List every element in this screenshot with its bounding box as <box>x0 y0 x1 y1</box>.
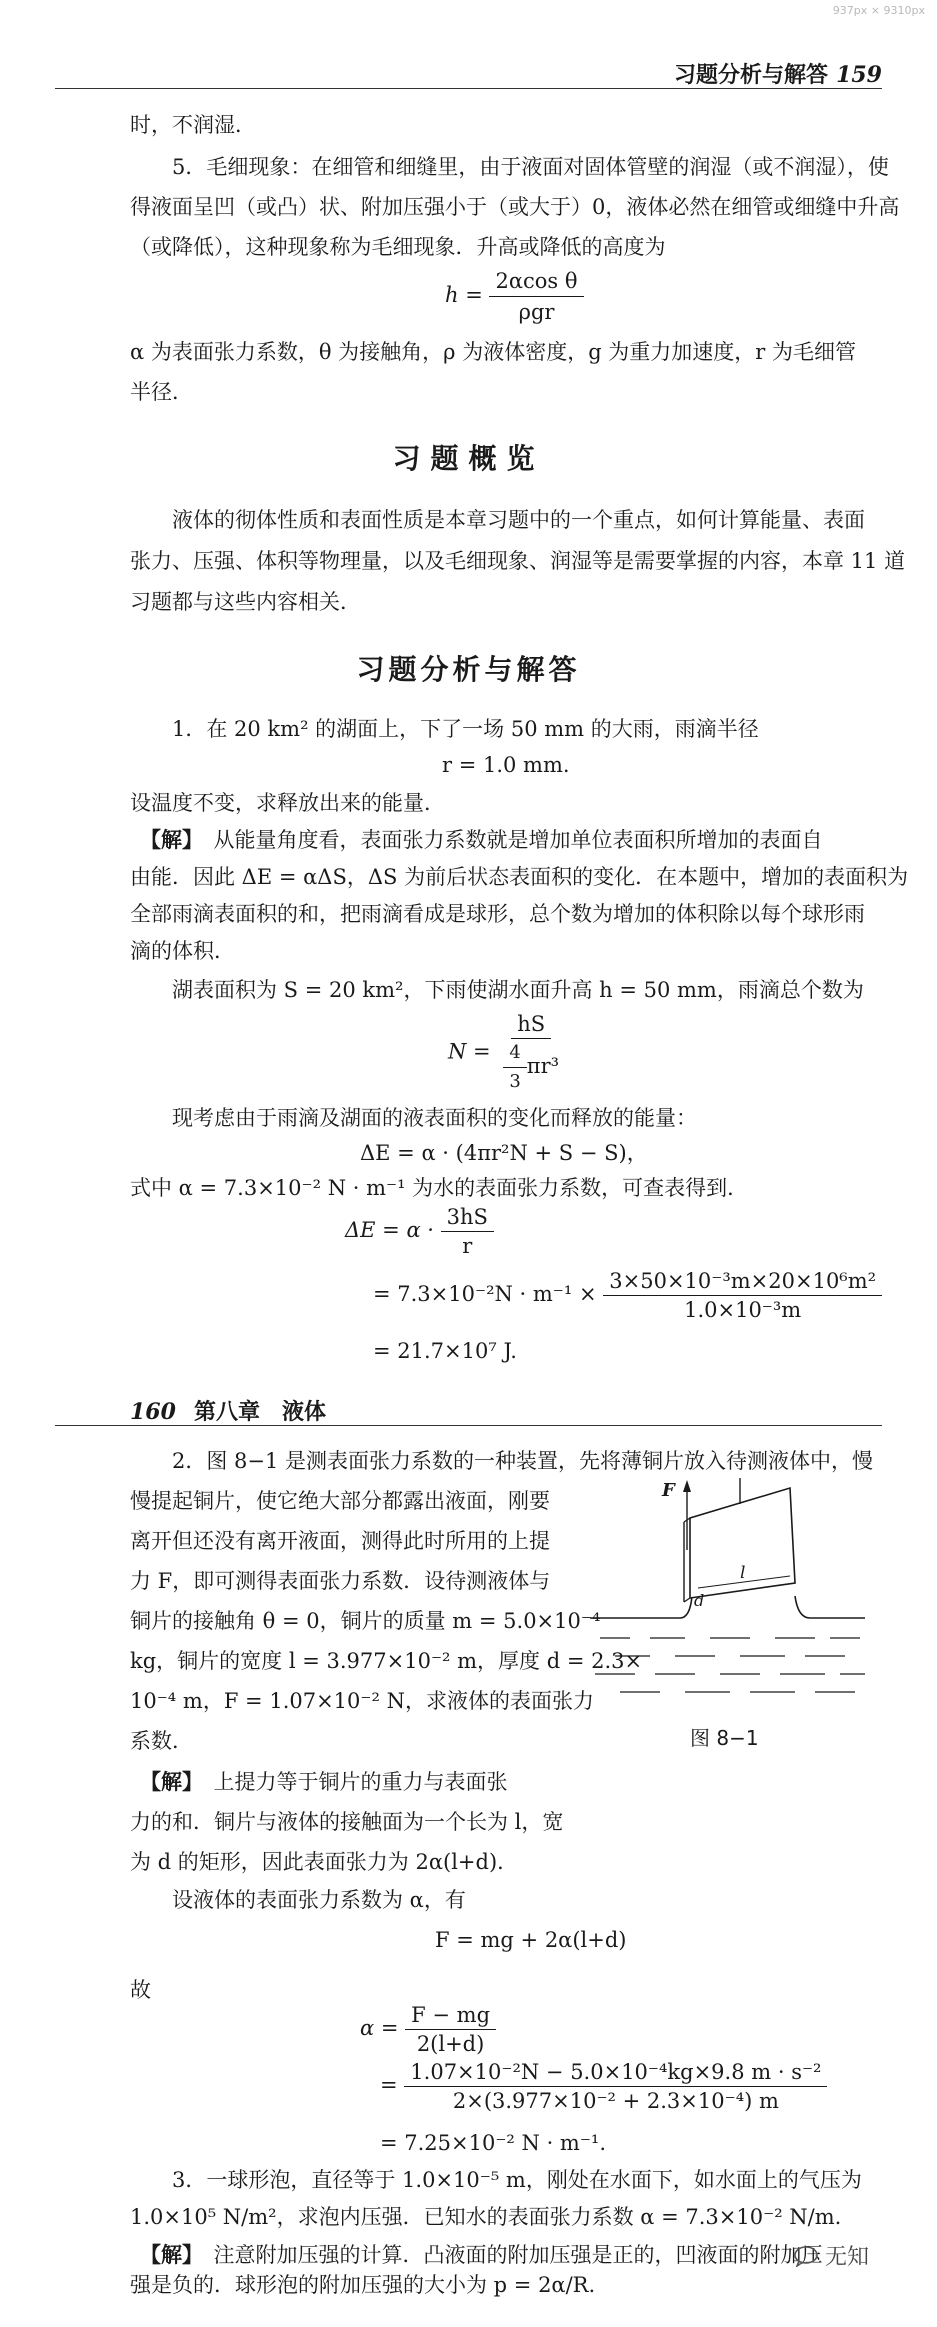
formula-dE2 <box>345 1205 494 1258</box>
chat-bubble-icon <box>793 2245 819 2267</box>
fraction <box>497 1012 565 1094</box>
text-line: 2．图 8−1 是测表面张力系数的一种装置，先将薄铜片放入待测液体中，慢 <box>172 1449 874 1473</box>
text-line: 慢提起铜片，使它绝大部分都露出液面，刚要 <box>130 1489 550 1513</box>
section-heading-overview: 习题概览 <box>392 442 545 475</box>
text-line: 式中 α = 7.3×10⁻² N · m⁻¹ 为水的表面张力系数，可查表得到． <box>130 1176 749 1200</box>
text-line <box>140 2240 823 2270</box>
formula-N <box>448 1012 565 1094</box>
formula-alpha-1 <box>360 2003 496 2056</box>
figure-8-1 <box>590 1478 870 1713</box>
force-label: F <box>662 1480 675 1501</box>
text-line: 时，不润湿． <box>130 113 256 137</box>
figure-caption: 图 8−1 <box>690 1726 759 1750</box>
watermark-logo <box>793 2240 869 2271</box>
solution-tag: 【解】 <box>140 827 193 852</box>
formula-lhs: α = <box>360 2016 399 2040</box>
text-line: 由能．因此 ΔE = αΔS，ΔS 为前后状态表面积的变化．在本题中，增加的表面积为 <box>130 865 909 889</box>
formula-alpha-2: = $\frac{\text{1.07×10⁻²N − 5.0×10⁻⁴kg×9.8 m · s⁻²}}{\text{2×(3.977×10⁻² + 2.3×10⁻⁴) m}}$ <box>380 2060 827 2113</box>
text-span: πr³ <box>526 1054 560 1078</box>
text-line: 离开但还没有离开液面，测得此时所用的上提 <box>130 1529 550 1553</box>
text-line: α 为表面张力系数，θ 为接触角，ρ 为液体密度，g 为重力加速度，r 为毛细管 <box>130 340 857 364</box>
text-line: 铜片的接触角 θ = 0，铜片的质量 m = 5.0×10⁻⁴ <box>130 1609 601 1633</box>
numerator: hS <box>511 1012 551 1039</box>
page-number: 160 <box>130 1399 176 1425</box>
formula-F: F = mg + 2α(l+d) <box>435 1928 627 1952</box>
solution-tag: 【解】 <box>140 1769 193 1794</box>
fraction <box>405 2003 496 2056</box>
numerator: 4 <box>503 1041 526 1068</box>
text-line <box>140 825 823 855</box>
text-line: （或降低），这种现象称为毛细现象．升高或降低的高度为 <box>130 235 666 259</box>
text-line: 1.0×10⁵ N/m²，求泡内压强．已知水的表面张力系数 α = 7.3×10⁻² N/m. <box>130 2205 842 2229</box>
fraction <box>603 1269 882 1322</box>
text-line: 现考虑由于雨滴及湖面的液表面积的变化而释放的能量： <box>172 1106 697 1130</box>
fraction <box>489 268 583 325</box>
text-line: 力 F，即可测得表面张力系数．设待测液体与 <box>130 1569 551 1593</box>
text-line: 3．一球形泡，直径等于 1.0×10⁻⁵ m，刚处在水面下，如水面上的气压为 <box>172 2168 862 2192</box>
numerator: 3hS <box>441 1205 494 1232</box>
denominator: 2(l+d) <box>416 2032 485 2056</box>
text-line: 半径． <box>130 380 193 404</box>
text-line <box>140 1767 508 1797</box>
width-label: l <box>740 1563 746 1583</box>
formula-dE3 <box>373 1269 882 1322</box>
text-line: 滴的体积． <box>130 939 235 963</box>
thickness-label: d <box>694 1591 705 1610</box>
header-title: 习题分析与解答 <box>674 62 829 88</box>
numerator: F − mg <box>405 2003 496 2030</box>
formula-h <box>445 268 584 325</box>
numerator: 1.07×10⁻²N − 5.0×10⁻⁴kg×9.8 m · s⁻² <box>404 2060 827 2087</box>
text-line: 习题都与这些内容相关． <box>130 590 361 614</box>
chapter-title: 第八章 液体 <box>193 1399 326 1425</box>
text-line: 液体的彻体性质和表面性质是本章习题中的一个重点，如何计算能量、表面 <box>172 508 865 532</box>
formula-dE4: = 21.7×10⁷ J. <box>373 1339 517 1363</box>
text-span: 从能量角度看，表面张力系数就是增加单位表面积所增加的表面自 <box>213 828 823 852</box>
page-number: 159 <box>836 62 882 88</box>
inner-fraction <box>503 1041 526 1094</box>
formula-lhs: N = <box>448 1039 491 1064</box>
formula-lhs: ΔE = α · <box>345 1218 434 1242</box>
text-span: 注意附加压强的计算．凸液面的附加压强是正的，凹液面的附加压 <box>213 2243 823 2267</box>
text-line: 全部雨滴表面积的和，把雨滴看成是球形，总个数为增加的体积除以每个球形雨 <box>130 902 865 926</box>
text-line: 强是负的．球形泡的附加压强的大小为 p = 2α/R. <box>130 2273 596 2297</box>
text-line: r = 1.0 mm. <box>442 753 570 777</box>
formula-alpha-3: = 7.25×10⁻² N · m⁻¹. <box>380 2131 607 2155</box>
denominator: ρgr <box>518 300 555 324</box>
text-line: 5．毛细现象：在细管和细缝里，由于液面对固体管壁的润湿（或不润湿），使 <box>172 155 889 179</box>
text-line: 10⁻⁴ m，F = 1.07×10⁻² N，求液体的表面张力 <box>130 1689 594 1713</box>
formula-lhs: = 7.3×10⁻²N · m⁻¹ × <box>373 1282 597 1306</box>
text-line: 1．在 20 km² 的湖面上，下了一场 50 mm 的大雨，雨滴半径 <box>172 717 759 741</box>
numerator: 3×50×10⁻³m×20×10⁶m² <box>603 1269 882 1296</box>
text-line: 设液体的表面张力系数为 α，有 <box>172 1888 466 1912</box>
text-line: 设温度不变，求释放出来的能量． <box>130 791 445 815</box>
text-span: 上提力等于铜片的重力与表面张 <box>213 1770 508 1794</box>
denominator: 2×(3.977×10⁻² + 2.3×10⁻⁴) m <box>452 2089 779 2113</box>
header-rule <box>55 88 882 89</box>
text-line: 为 d 的矩形，因此表面张力为 2α(l+d)． <box>130 1850 519 1874</box>
numerator: 2αcos θ <box>489 268 583 297</box>
denominator <box>497 1039 565 1094</box>
denominator: 3 <box>509 1071 521 1092</box>
fraction <box>404 2060 827 2113</box>
image-size-label: 937px × 9310px <box>832 4 925 17</box>
formula-dE1: ΔE = α · (4πr²N + S − S)， <box>360 1141 648 1165</box>
text-line: kg，铜片的宽度 l = 3.977×10⁻² m，厚度 d = 2.3× <box>130 1649 643 1673</box>
fraction <box>441 1205 494 1258</box>
formula-lhs: h = <box>445 283 483 307</box>
page-header <box>674 58 882 89</box>
solution-tag: 【解】 <box>140 2242 193 2267</box>
denominator: 1.0×10⁻³m <box>684 1298 802 1322</box>
text-line: 力的和．铜片与液体的接触面为一个长为 l，宽 <box>130 1810 564 1834</box>
section-heading-analysis: 习题分析与解答 <box>356 653 581 686</box>
text-line: 系数． <box>130 1729 193 1753</box>
page-header <box>130 1395 326 1426</box>
text-line: 湖表面积为 S = 20 km²，下雨使湖水面升高 h = 50 mm，雨滴总个数为 <box>172 978 864 1002</box>
text-line: 故 <box>130 1978 151 2002</box>
header-rule <box>55 1425 882 1426</box>
watermark-text: 无知 <box>824 2245 869 2270</box>
text-line: 得液面呈凹（或凸）状、附加压强小于（或大于）0，液体必然在细管或细缝中升高 <box>130 195 900 219</box>
denominator: r <box>462 1234 473 1258</box>
text-line: 张力、压强、体积等物理量，以及毛细现象、润湿等是需要掌握的内容，本章 11 道 <box>130 549 906 573</box>
